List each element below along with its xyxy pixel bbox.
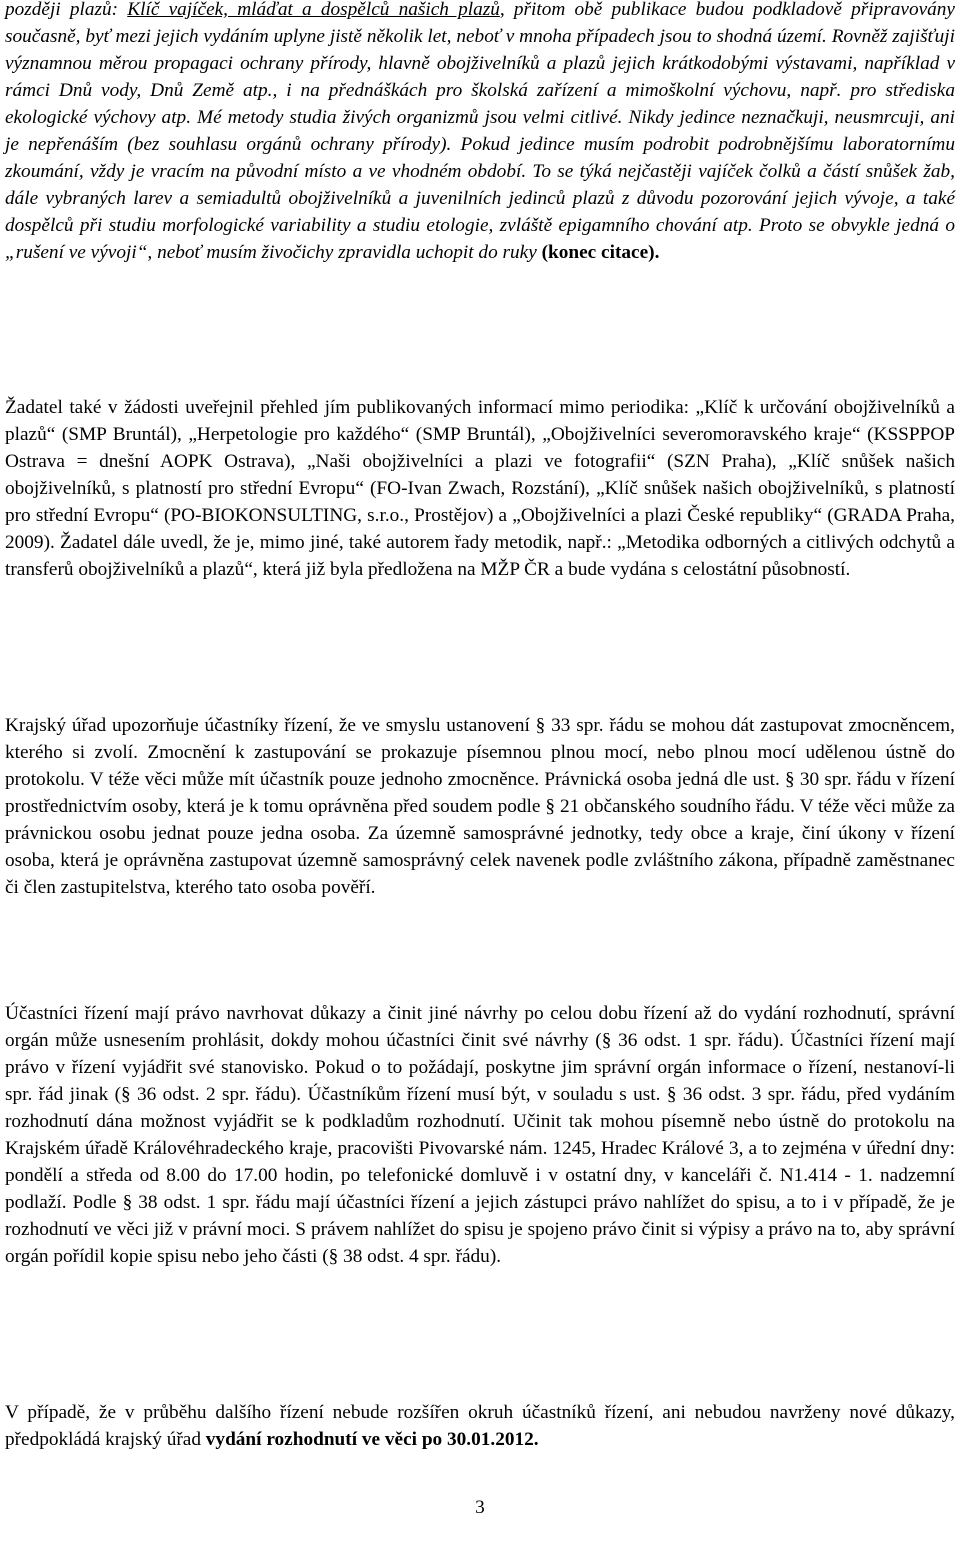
page-number: 3 — [475, 1497, 485, 1518]
end-of-quote-note: (konec citace) — [541, 242, 655, 263]
end-of-quote-period: . — [654, 242, 660, 263]
decision-date: vydání rozhodnutí ve věci po 30.01.2012. — [205, 1429, 539, 1450]
decision-date-paragraph — [5, 1399, 955, 1453]
decision-lead: V případě, že v průběhu dalšího řízení nebude rozšířen okruh účastníků řízení, ani nebudou navrženy nové důkazy, předpokládá krajský úřad — [5, 1402, 955, 1450]
representation-paragraph: Krajský úřad upozorňuje účastníky řízení, že ve smyslu ustanovení § 33 spr. řádu se mohou dát zastupovat zmocněncem, kterého si zvolí. Zmocnění k zastupování se prokazuje písemnou plnou mocí, nebo plnou mocí udělenou ústně do protokolu. V téže věci může mít účastník pouze jednoho zmocněnce. Právnická osoba jedná dle ust. § 30 spr. řádu v řízení prostřednictvím osoby, která je k tomu oprávněna před soudem podle § 21 občanského soudního řádu. V téže věci může za právnickou osobu jednat pouze jedna osoba. Za územně samosprávné jednotky, tedy obce a kraje, činí úkony v řízení osoba, která je oprávněna zastupovat územně samosprávný celek navenek podle zvláštního zákona, případně zaměstnanec či člen zastupitelstva, kterého tato osoba pověří. — [5, 715, 955, 898]
publication-title: Klíč vajíček, mláďat a dospělců našich plazů — [127, 0, 500, 20]
quoted-paragraph — [5, 0, 955, 266]
participants-rights-paragraph: Účastníci řízení mají právo navrhovat důkazy a činit jiné návrhy po celou dobu řízení až do vydání rozhodnutí, správní orgán může usnesením prohlásit, dokdy mohou účastníci činit své návrhy (§ 36 odst. 1 spr. řádu). Účastníci řízení mají právo v řízení vyjádřit své stanovisko. Pokud o to požádají, poskytne jim správní orgán informace o řízení, nestanoví-li spr. řád jinak (§ 36 odst. 2 spr. řádu). Účastníkům řízení musí být, v souladu s ust. § 36 odst. 3 spr. řádu, před vydáním rozhodnutí dána možnost vyjádřit se k podkladům rozhodnutí. Učinit tak mohou písemně nebo ústně do protokolu na Krajském úřadě Královéhradeckého kraje, pracovišti Pivovarské nám. 1245, Hradec Králové 3, a to zejména v úřední dny: pondělí a středa od 8.00 do 17.00 hodin, po telefonické domluvě i v ostatní dny, v kanceláři č. N1.414 - 1. nadzemní podlaží. Podle § 38 odst. 1 spr. řádu mají účastníci řízení a jejich zástupci právo nahlížet do spisu, a to i v případě, že je rozhodnutí ve věci již v právní moci. S právem nahlížet do spisu je spojeno právo činit si výpisy a právo na to, aby správní orgán pořídil kopie spisu nebo jeho části (§ 38 odst. 4 spr. řádu). — [5, 1003, 955, 1267]
quote-body: , přitom obě publikace budou podkladově připravovány současně, byť mezi jejich vydáním uplyne jistě několik let, neboť v mnoha případech jsou to shodná území. Rovněž zajišťuji významnou měrou propagaci ochrany přírody, hlavně obojživelníků a plazů jejich krátkodobými výstavami, například v rámci Dnů vody, Dnů Země atp., i na přednáškách pro školská zařízení a mimoškolní výchovu, např. pro střediska ekologické výchovy atp. Mé metody studia živých organizmů jsou velmi citlivé. Nikdy jedince neznačkuji, neusmrcuji, ani je nepřenáším (bez souhlasu orgánů ochrany přírody). Pokud jedince musím podrobit podrobnějšímu laboratornímu zkoumání, vždy je vracím na původní místo a ve vhodném období. To se týká nejčastěji vajíček čolků a částí snůšek žab, dále vybraných larev a semiadultů obojživelníků a juvenilních jedinců plazů z důvodu pozorování jejich vývoje, a také dospělců při studiu morfologické variability a studiu etologie, zvláště epigamního chování atp. Proto se obvykle jedná o „rušení ve vývoji“, neboť musím živočichy zpravidla uchopit do ruky — [5, 0, 955, 263]
quote-lead: později plazů: — [5, 0, 128, 20]
publications-paragraph: Žadatel také v žádosti uveřejnil přehled jím publikovaných informací mimo periodika: „Klíč k určování obojživelníků a plazů“ (SMP Bruntál), „Herpetologie pro každého“ (SMP Bruntál), „Obojživelníci severomoravského kraje“ (KSSPPOP Ostrava = dnešní AOPK Ostrava), „Naši obojživelníci a plazi ve fotografii“ (SZN Praha), „Klíč snůšek našich obojživelníků, s platností pro střední Evropu“ (FO-Ivan Zwach, Rozstání), „Klíč snůšek našich obojživelníků, s platností pro střední Evropu“ (PO-BIOKONSULTING, s.r.o., Prostějov) a „Obojživelníci a plazi České republiky“ (GRADA Praha, 2009). Žadatel dále uvedl, že je, mimo jiné, také autorem řady metodik, např.: „Metodika odborných a citlivých odchytů a transferů obojživelníků a plazů“, která již byla předložena na MŽP ČR a bude vydána s celostátní působností. — [5, 397, 955, 580]
